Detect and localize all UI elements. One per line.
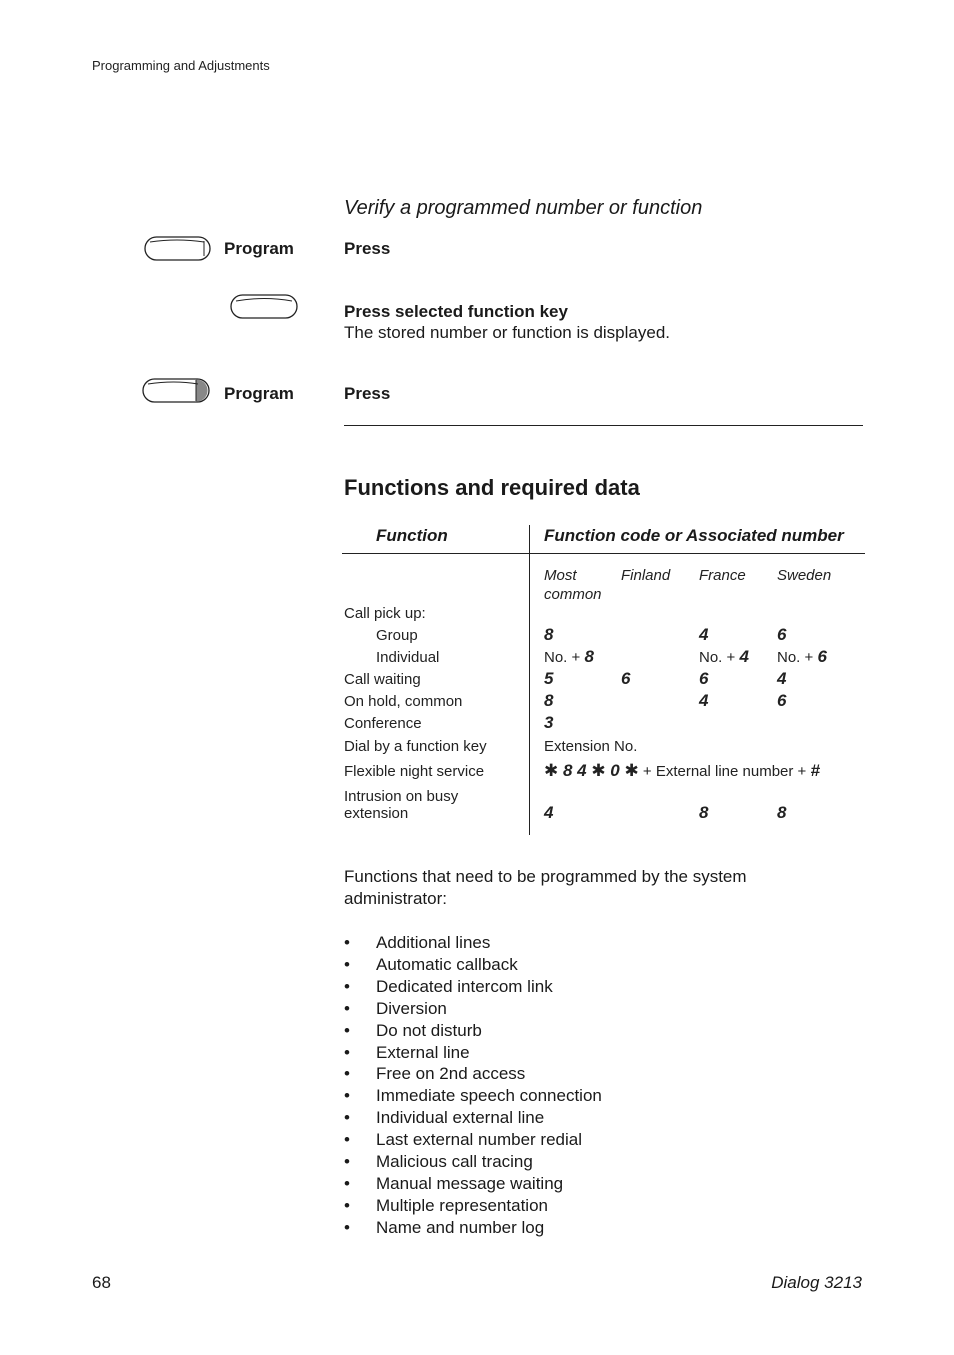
list-item: • Manual message waiting xyxy=(344,1173,564,1193)
col-header-code: Function code or Associated number xyxy=(544,526,844,545)
table-header-rule xyxy=(342,553,865,554)
function-key-icon xyxy=(230,294,300,320)
group-most: 8 xyxy=(544,625,554,644)
row-on-hold-label: On hold, common xyxy=(344,693,463,710)
list-item: • Name and number log xyxy=(344,1217,545,1237)
list-item: • Multiple representation xyxy=(344,1195,548,1215)
list-item: • Dedicated intercom link xyxy=(344,976,553,996)
product-name: Dialog 3213 xyxy=(771,1273,862,1292)
call-waiting-finland: 6 xyxy=(621,669,631,688)
country-france: France xyxy=(699,567,746,584)
list-item: • Individual external line xyxy=(344,1108,545,1128)
on-hold-most: 8 xyxy=(544,691,554,710)
conference-most: 3 xyxy=(544,713,554,732)
row-night-service-label: Flexible night service xyxy=(344,763,485,780)
dial-by-key-value: Extension No. xyxy=(544,738,638,755)
step-press-function-key: Press selected function key xyxy=(344,302,568,321)
program-key-lit-icon xyxy=(142,378,212,404)
step-press-3: Press xyxy=(344,384,391,403)
hash-key-icon: # xyxy=(810,761,820,780)
program-key-label: Program xyxy=(224,239,294,258)
list-item: • Last external number redial xyxy=(344,1130,583,1150)
call-waiting-france: 6 xyxy=(699,669,709,688)
country-sweden: Sweden xyxy=(777,567,832,584)
on-hold-sweden: 6 xyxy=(777,691,787,710)
section-divider xyxy=(344,425,863,426)
country-finland: Finland xyxy=(621,567,671,584)
row-group-label: Group xyxy=(376,627,418,644)
col-header-function: Function xyxy=(376,526,448,545)
list-item: • Do not disturb xyxy=(344,1020,482,1040)
on-hold-france: 4 xyxy=(699,691,709,710)
row-conference-label: Conference xyxy=(344,715,422,732)
program-key-label-2: Program xyxy=(224,384,294,403)
individual-most: No. + 8 xyxy=(544,647,594,666)
step-press-1: Press xyxy=(344,239,391,258)
row-intrusion-label-1: Intrusion on busy xyxy=(344,788,459,805)
list-item: • Automatic callback xyxy=(344,954,518,974)
list-item: • Additional lines xyxy=(344,933,491,952)
call-waiting-most: 5 xyxy=(544,669,554,688)
intrusion-sweden: 8 xyxy=(777,803,787,822)
individual-sweden: No. + 6 xyxy=(777,647,827,666)
intrusion-france: 8 xyxy=(699,803,709,822)
row-intrusion-label-2: extension xyxy=(344,805,409,822)
list-item: • Free on 2nd access xyxy=(344,1064,526,1084)
table-column-rule xyxy=(529,525,530,835)
group-france: 4 xyxy=(699,625,709,644)
list-item: • External line xyxy=(344,1042,470,1062)
row-call-waiting-label: Call waiting xyxy=(344,671,421,688)
step-note: The stored number or function is displayed. xyxy=(344,323,671,342)
verify-title: Verify a programmed number or function xyxy=(344,197,703,219)
country-common: common xyxy=(544,586,602,603)
admin-note: Functions that need to be programmed by the system administrator: xyxy=(344,867,747,908)
country-most: Most xyxy=(544,567,577,584)
night-service-code: ✱ 8 4 ✱ 0 ✱ xyxy=(544,761,639,780)
page-number: 68 xyxy=(92,1273,111,1292)
group-sweden: 6 xyxy=(777,625,787,644)
call-waiting-sweden: 4 xyxy=(777,669,787,688)
functions-title: Functions and required data xyxy=(344,475,640,500)
list-item: • Malicious call tracing xyxy=(344,1152,533,1172)
intrusion-most: 4 xyxy=(544,803,554,822)
row-dial-by-key-label: Dial by a function key xyxy=(344,738,487,755)
individual-france: No. + 4 xyxy=(699,647,749,666)
row-call-pickup: Call pick up: xyxy=(344,605,426,622)
list-item: • Diversion xyxy=(344,998,447,1018)
night-service-value: ✱ 8 4 ✱ 0 ✱ + External line number + # xyxy=(544,761,820,780)
list-item: • Immediate speech connection xyxy=(344,1086,602,1106)
program-key-icon xyxy=(144,236,212,262)
running-header: Programming and Adjustments xyxy=(92,58,270,73)
row-individual-label: Individual xyxy=(376,649,440,666)
admin-functions-list xyxy=(344,932,602,1239)
